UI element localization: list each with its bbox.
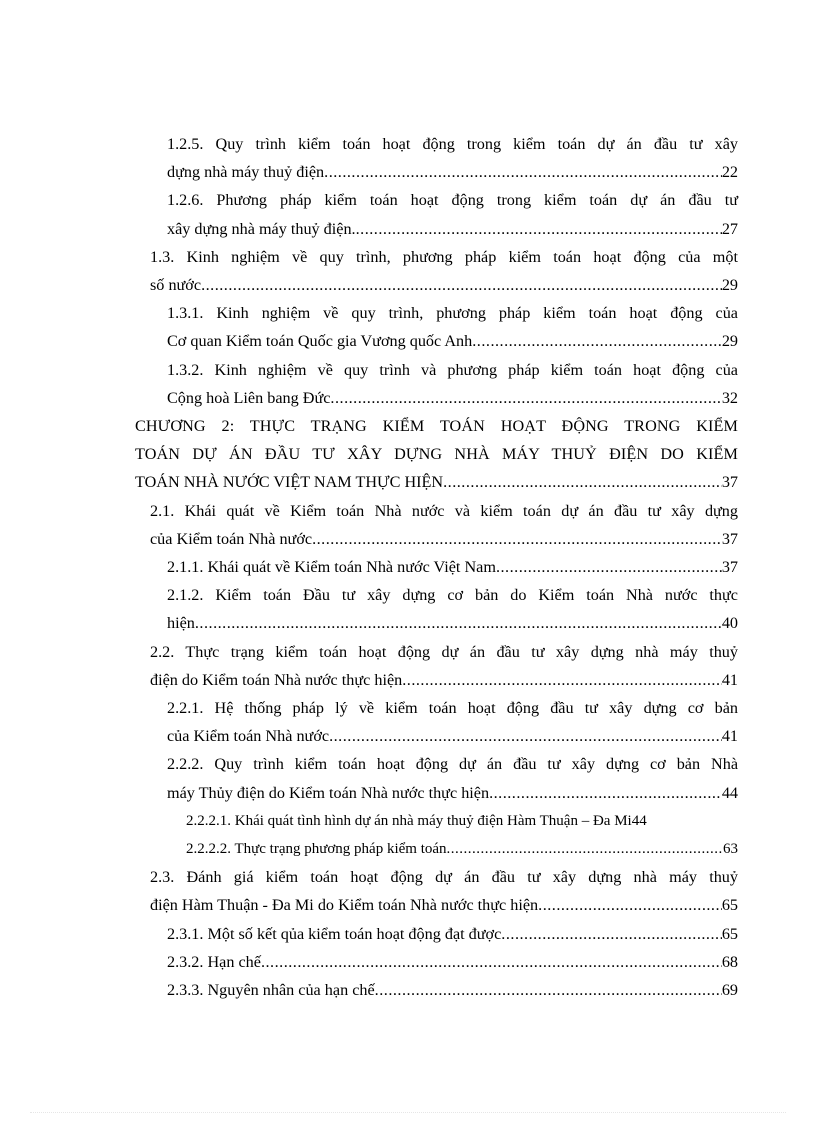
toc-entry-text: 2.3.2. Hạn chế [167,952,261,971]
toc-entry-text: 2.2.2. Quy trình kiểm toán hoạt động dự án đầu tư xây dựng cơ bản Nhà [167,755,738,774]
toc-entry-1-3-2[interactable] [167,356,738,412]
page-number: 63 [723,841,738,858]
toc-entry-2-2-2-1[interactable] [186,807,738,835]
dot-leader [375,976,722,1004]
toc-entry-1-2-5[interactable] [167,130,738,186]
page-number: 29 [721,332,738,351]
toc-entry-text: 1.3.2. Kinh nghiệm về quy trình và phương pháp kiểm toán hoạt động của [167,360,738,379]
toc-entry-text: 2.3. Đánh giá kiểm toán hoạt động dự án đầu tư xây dựng nhà máy thuỷ [150,868,738,887]
toc-entry-text: 2.1. Khái quát về Kiểm toán Nhà nước và kiểm toán dự án đầu tư xây dựng [150,501,738,520]
toc-entry-text: 2.1.1. Khái quát về Kiểm toán Nhà nước Việt Nam [167,558,496,577]
dot-leader [356,215,722,243]
toc-entry-text: 1.3. Kinh nghiệm về quy trình, phương pháp kiểm toán hoạt động của một [150,247,738,266]
toc-entry-text-cont: của Kiểm toán Nhà nước [150,529,313,548]
dot-leader [324,158,722,186]
toc-entry-text: 2.2. Thực trạng kiểm toán hoạt động dự án đầu tư xây dựng nhà máy thuỷ [150,642,738,661]
page-number: 41 [721,670,738,689]
dot-leader [201,271,722,299]
page-number: 29 [721,276,738,295]
dot-leader [496,553,722,581]
toc-entry-text: 1.2.5. Quy trình kiểm toán hoạt động trong kiểm toán dự án đầu tư xây [167,135,738,153]
page-bottom-divider [30,1112,786,1113]
toc-entry-text-cont: của Kiểm toán Nhà nước [167,727,330,746]
toc-entry-text-cont: số nước [150,276,202,295]
toc-entry-text-cont: máy Thủy điện do Kiểm toán Nhà nước thực hiện [167,783,490,802]
toc-entry-text: 2.3.1. Một số kết qủa kiểm toán hoạt động đạt được [167,924,502,943]
toc-entry-2-3-1[interactable] [167,920,738,948]
page-number: 44 [631,812,647,829]
toc-entry-text-cont: Cơ quan Kiểm toán Quốc gia Vương quốc Anh [167,332,473,351]
table-of-contents [0,130,816,1004]
toc-entry-2-3[interactable] [150,863,738,919]
dot-leader [538,891,722,919]
dot-leader [261,948,722,976]
toc-entry-2-1[interactable] [150,497,738,553]
toc-entry-text: 2.2.2.2. Thực trạng phương pháp kiểm toán [186,841,447,858]
toc-entry-text-cont: Cộng hoà Liên bang Đức [167,388,331,407]
toc-entry-text: 2.1.2. Kiểm toán Đầu tư xây dựng cơ bản do Kiểm toán Nhà nước thực [167,586,738,605]
page-number: 37 [721,473,738,492]
toc-entry-1-3[interactable] [150,243,738,299]
dot-leader [501,920,722,948]
dot-leader [447,835,723,863]
page-number: 65 [721,924,738,943]
toc-entry-text-cont: dựng nhà máy thuỷ điện [167,163,325,182]
page-number: 22 [721,163,738,182]
toc-entry-text-cont: hiện [167,614,195,633]
page-number: 69 [721,981,738,1000]
toc-entry-2-2-1[interactable] [167,694,738,750]
page-number: 37 [721,558,738,577]
dot-leader [330,384,721,412]
page-number: 27 [721,219,738,238]
toc-entry-2-2-2-2[interactable] [186,835,738,863]
dot-leader [195,609,722,637]
chapter-title-line-3: TOÁN NHÀ NƯỚC VIỆT NAM THỰC HIỆN [135,473,444,492]
toc-entry-2-1-1[interactable] [167,553,738,581]
chapter-title-line-1: CHƯƠNG 2: THỰC TRẠNG KIỂM TOÁN HOẠT ĐỘNG TRONG KIỂM [135,417,738,436]
toc-entry-text-cont: điện do Kiểm toán Nhà nước thực hiện [150,670,403,689]
dot-leader [402,666,722,694]
toc-entry-text: 2.3.3. Nguyên nhân của hạn chế [167,981,375,1000]
toc-entry-text: 1.3.1. Kinh nghiệm về quy trình, phương pháp kiểm toán hoạt động của [167,304,738,323]
toc-entry-2-2[interactable] [150,638,738,694]
page-number: 44 [721,783,738,802]
toc-entry-2-3-3[interactable] [167,976,738,1004]
toc-entry-1-3-1[interactable] [167,299,738,355]
page-number: 40 [721,614,738,633]
toc-entry-text: 2.2.1. Hệ thống pháp lý về kiểm toán hoạt động đầu tư xây dựng cơ bản [167,699,738,718]
page-number: 68 [721,952,738,971]
page-number: 41 [721,727,738,746]
dot-leader [443,468,722,496]
page-number: 37 [721,529,738,548]
page-number: 65 [721,896,738,915]
toc-entry-chapter-2[interactable] [135,412,738,497]
dot-leader [312,525,722,553]
toc-entry-text: 1.2.6. Phương pháp kiểm toán hoạt động trong kiểm toán dự án đầu tư [167,191,738,210]
toc-entry-text-cont: xây dựng nhà máy thuỷ điện. [167,219,356,238]
toc-entry-text: 2.2.2.1. Khái quát tình hình dự án nhà máy thuỷ điện Hàm Thuận – Đa Mi [186,812,632,829]
dot-leader [489,779,722,807]
page-number: 32 [721,388,738,407]
toc-entry-2-1-2[interactable] [167,581,738,637]
dot-leader [329,722,722,750]
toc-entry-text-cont: điện Hàm Thuận - Đa Mi do Kiểm toán Nhà nước thực hiện [150,896,539,915]
toc-entry-1-2-6[interactable] [167,186,738,242]
toc-entry-2-2-2[interactable] [167,750,738,806]
toc-entry-2-3-2[interactable] [167,948,738,976]
chapter-title-line-2: TOÁN DỰ ÁN ĐẦU TƯ XÂY DỰNG NHÀ MÁY THUỶ ĐIỆN DO KIỂM [135,445,738,464]
dot-leader [472,327,722,355]
